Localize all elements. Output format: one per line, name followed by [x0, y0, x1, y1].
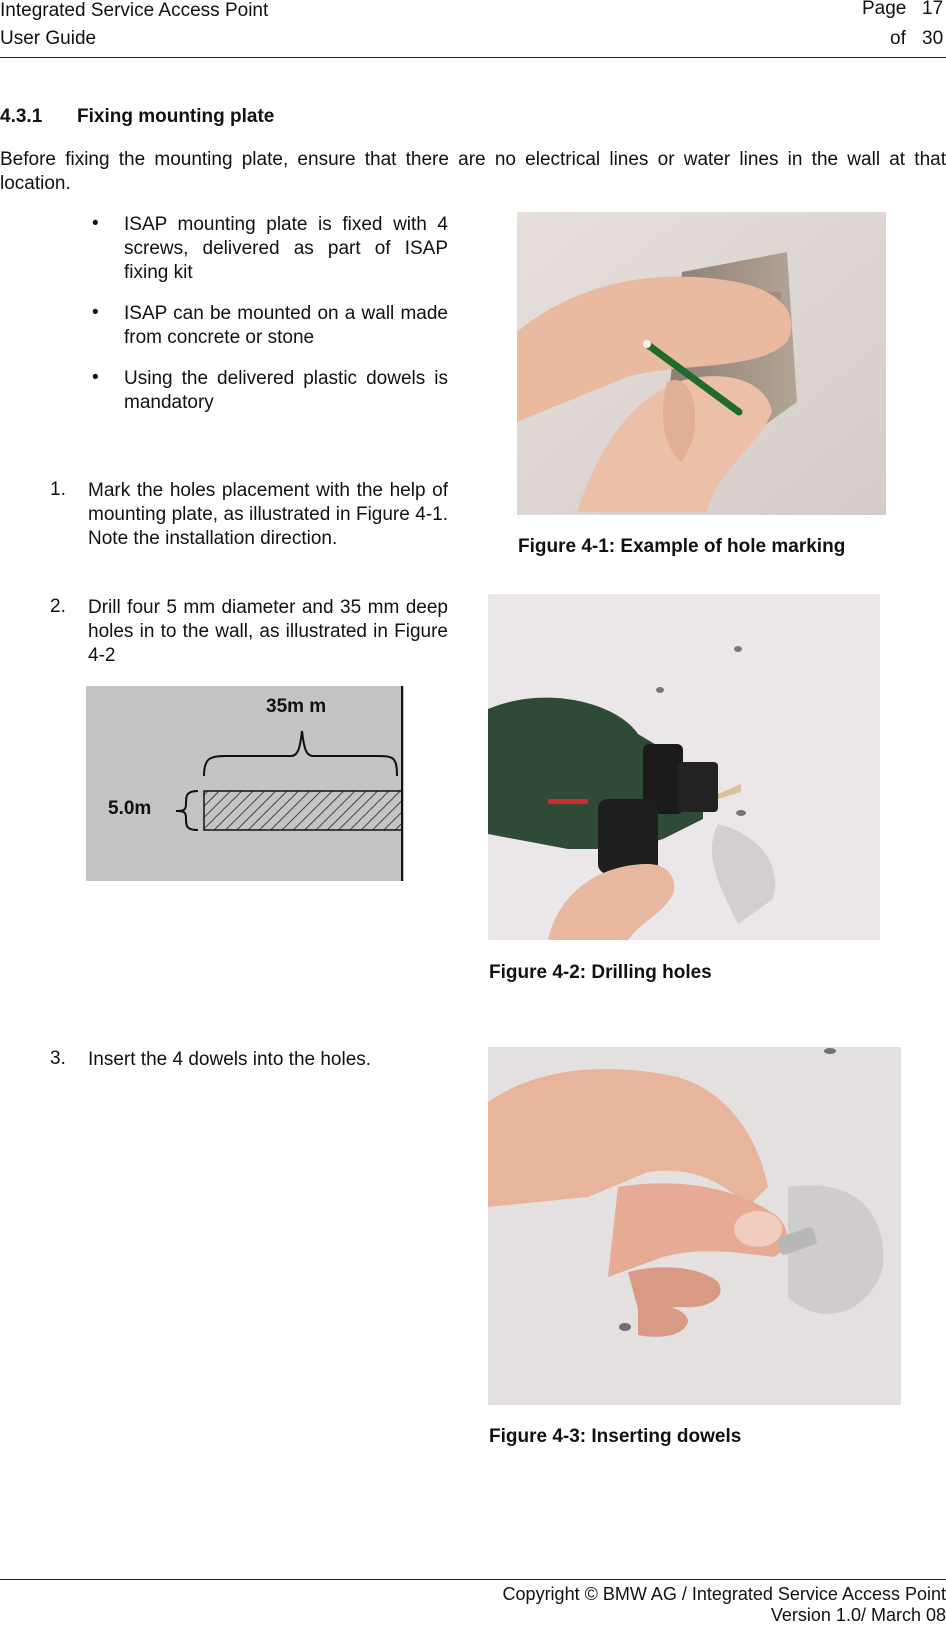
- section-title: Fixing mounting plate: [77, 106, 275, 127]
- figure-caption-4-2: Figure 4-2: Drilling holes: [489, 962, 712, 983]
- page-label: Page: [862, 0, 907, 19]
- bullet-marker: •: [92, 302, 99, 323]
- figure-drilling-photo: [488, 594, 880, 940]
- total-pages: 30: [922, 28, 944, 49]
- bullet-marker: •: [92, 213, 99, 234]
- step-number-2: 2.: [50, 596, 66, 617]
- header-divider: [0, 57, 946, 58]
- figure-inserting-dowels-photo: [488, 1047, 901, 1405]
- figure-hole-marking-photo: [517, 212, 886, 515]
- step-number-1: 1.: [50, 479, 66, 500]
- diagram-depth-label: 35m m: [266, 696, 327, 717]
- header-subtitle: User Guide: [0, 28, 97, 49]
- figure-caption-4-3: Figure 4-3: Inserting dowels: [489, 1426, 742, 1447]
- intro-paragraph: Before fixing the mounting plate, ensure that there are no electrical lines or water lines in the wall at that location.: [0, 149, 946, 194]
- step-text-1: Mark the holes placement with the help of mounting plate, as illustrated in Figure 4-1. Note the installation direction.: [88, 480, 448, 549]
- footer-divider: [0, 1579, 946, 1580]
- footer-version: Version 1.0/ March 08: [770, 1605, 946, 1625]
- page-number: 17: [922, 0, 944, 19]
- step-number-3: 3.: [50, 1048, 66, 1069]
- step-text-3: Insert the 4 dowels into the holes.: [88, 1049, 372, 1070]
- bullet-marker: •: [92, 367, 99, 388]
- bullet-item-1: ISAP mounting plate is fixed with 4 screws, delivered as part of ISAP fixing kit: [124, 214, 448, 283]
- bullet-item-3: Using the delivered plastic dowels is mandatory: [124, 368, 448, 413]
- footer-copyright: Copyright © BMW AG / Integrated Service Access Point: [502, 1584, 946, 1604]
- bullet-item-2: ISAP can be mounted on a wall made from concrete or stone: [124, 303, 448, 348]
- diagram-diameter-label: 5.0m: [108, 798, 152, 819]
- of-label: of: [890, 28, 906, 49]
- figure-caption-4-1: Figure 4-1: Example of hole marking: [518, 536, 846, 557]
- hole-dimension-diagram: [86, 686, 421, 881]
- section-number: 4.3.1: [0, 106, 43, 127]
- step-text-2: Drill four 5 mm diameter and 35 mm deep holes in to the wall, as illustrated in Figure 4-2: [88, 597, 448, 666]
- header-title: Integrated Service Access Point: [0, 0, 269, 21]
